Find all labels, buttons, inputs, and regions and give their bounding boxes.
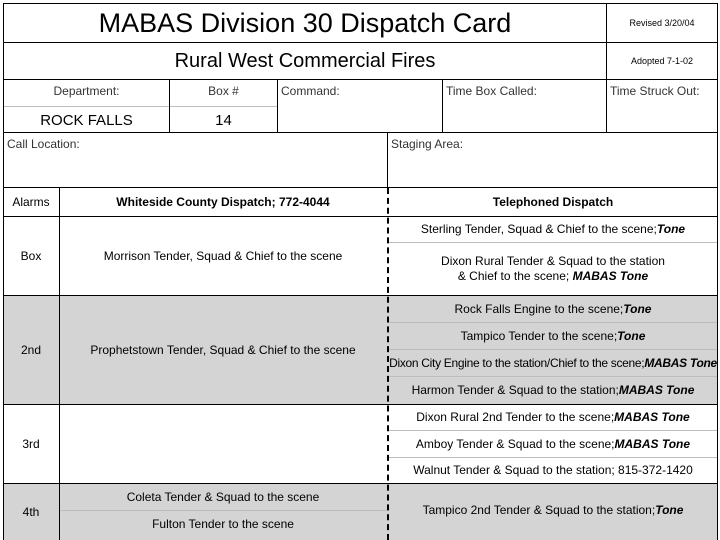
alarm-4th-label: 4th — [22, 505, 40, 519]
card-title-text: MABAS Division 30 Dispatch Card — [98, 7, 512, 38]
2nd-county-dispatch: Prophetstown Tender, Squad & Chief to the scene — [90, 343, 356, 357]
2nd-telephoned-4: Harmon Tender & Squad to the station; MABAS Tone — [411, 382, 695, 397]
call-location-cell — [3, 132, 388, 188]
alarms-header: Alarms — [12, 195, 50, 209]
box-number-label: Box # — [208, 84, 239, 98]
alarm-3rd-label: 3rd — [22, 437, 40, 451]
telephoned-dispatch-header: Telephoned Dispatch — [492, 195, 614, 209]
box-telephoned-1: Sterling Tender, Squad & Chief to the scene; Tone — [420, 221, 686, 236]
revised-date-text: Revised 3/20/04 — [629, 18, 695, 28]
card-title — [3, 3, 607, 43]
box-number-value: 14 — [215, 112, 232, 129]
adopted-date — [606, 42, 718, 80]
time-called-cell — [442, 79, 607, 133]
4th-telephoned-1: Tampico 2nd Tender & Squad to the station; Tone — [422, 503, 684, 517]
2nd-telephoned-3: Dixon City Engine to the station/Chief to the scene; MABAS Tone — [389, 355, 717, 370]
staging-area-cell — [387, 132, 718, 188]
alarm-box-label: Box — [20, 248, 42, 263]
department-label: Department: — [53, 84, 120, 98]
4th-county-dispatch-1: Coleta Tender & Squad to the scene — [126, 490, 320, 504]
call-location-label: Call Location: — [7, 137, 80, 151]
adopted-date-text: Adopted 7-1-02 — [630, 56, 694, 66]
command-label: Command: — [281, 84, 340, 98]
3rd-telephoned-2: Amboy Tender & Squad to the scene; MABAS Tone — [415, 436, 691, 451]
box-number-cell — [169, 79, 278, 133]
box-county-dispatch: Morrison Tender, Squad & Chief to the scene — [103, 248, 343, 263]
department-value: ROCK FALLS — [40, 112, 133, 129]
alarm-2nd-label: 2nd — [20, 343, 42, 357]
4th-county-dispatch-2: Fulton Tender to the scene — [152, 517, 294, 531]
2nd-telephoned-2: Tampico Tender to the scene; Tone — [460, 328, 646, 343]
county-dispatch-header: Whiteside County Dispatch; 772-4044 — [116, 195, 330, 209]
card-subtitle-text: Rural West Commercial Fires — [174, 49, 436, 72]
command-cell — [277, 79, 443, 133]
time-struck-label: Time Struck Out: — [610, 84, 700, 98]
revised-date — [606, 3, 718, 43]
department-cell — [3, 79, 170, 133]
staging-area-label: Staging Area: — [391, 137, 464, 151]
3rd-telephoned-1: Dixon Rural 2nd Tender to the scene; MABAS Tone — [416, 410, 690, 424]
time-called-label: Time Box Called: — [446, 84, 537, 98]
box-telephoned-2: Dixon Rural Tender & Squad to the station & Chief to the scene; MABAS Tone — [441, 254, 665, 283]
time-struck-cell — [606, 79, 718, 133]
3rd-telephoned-3: Walnut Tender & Squad to the station; 815-372-1420 — [413, 463, 693, 477]
2nd-telephoned-1: Rock Falls Engine to the scene; Tone — [454, 301, 652, 316]
card-subtitle — [3, 42, 607, 80]
